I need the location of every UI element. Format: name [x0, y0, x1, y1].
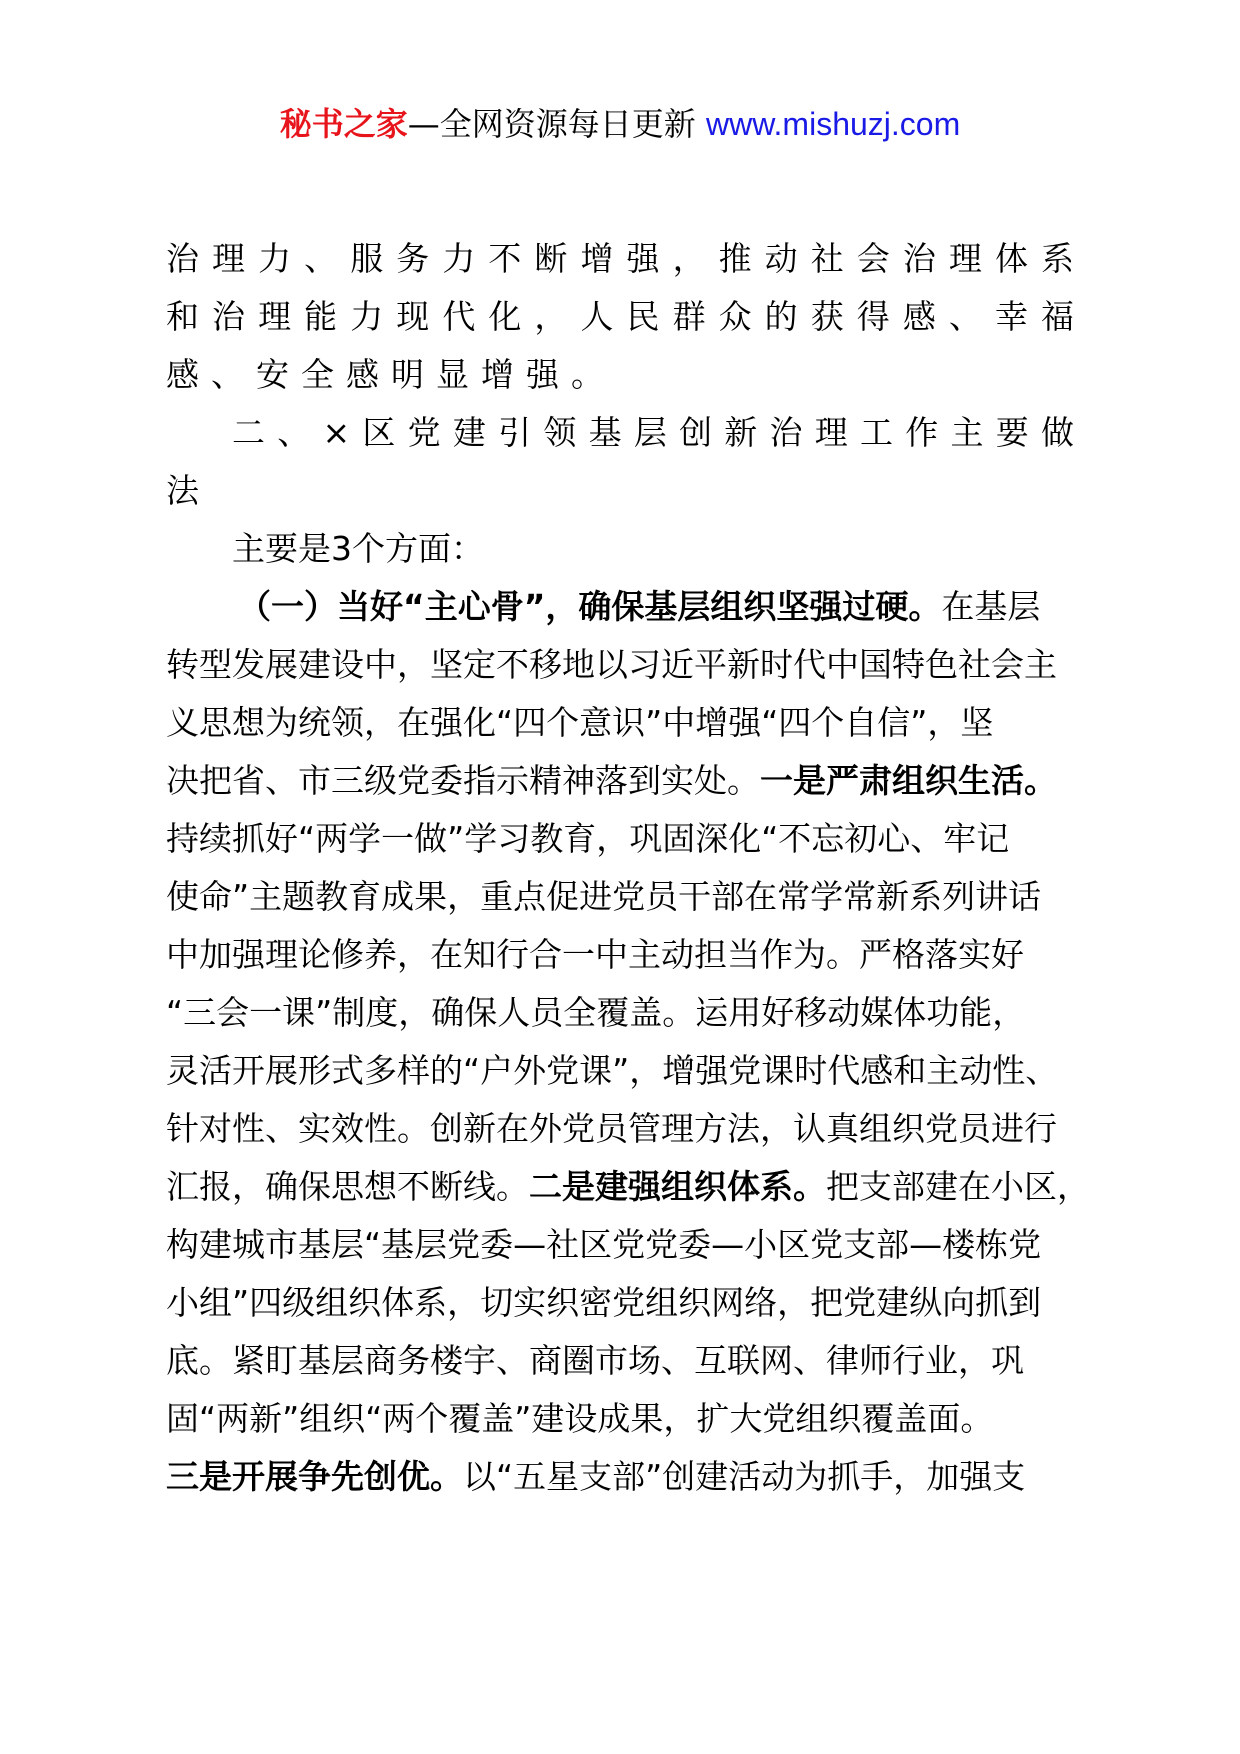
text-line	[166, 1448, 1086, 1506]
text-segment: 汇报，确保思想不断线。	[166, 1167, 529, 1206]
text-segment: 决把省、市三级党委指示精神落到实处。	[166, 761, 760, 800]
text-segment: 和治理能力现代化，人民群众的获得感、幸福	[166, 297, 1086, 336]
text-segment: 主要是3个方面：	[232, 529, 484, 568]
text-segment: 在基层	[941, 587, 1041, 626]
text-segment: 针对性、实效性。创新在外党员管理方法，认真组织党员进行	[166, 1109, 1057, 1148]
text-line	[166, 926, 1086, 984]
text-segment: 治理力、服务力不断增强，推动社会治理体系	[166, 239, 1086, 278]
text-line	[166, 1216, 1086, 1274]
text-segment: 二、×区党建引领基层创新治理工作主要做	[232, 413, 1086, 452]
text-line	[166, 984, 1086, 1042]
text-line	[166, 230, 1086, 288]
text-line	[166, 868, 1086, 926]
text-line	[166, 1158, 1090, 1216]
text-line	[166, 1332, 1086, 1390]
bold-heading: 二是建强组织体系。	[529, 1167, 826, 1206]
text-segment: 感、安全感明显增强。	[166, 355, 616, 394]
text-line	[166, 1274, 1086, 1332]
text-segment: 固“两新”组织“两个覆盖”建设成果，扩大党组织覆盖面。	[166, 1399, 994, 1438]
bold-heading: （一）当好“主心骨”，确保基层组织坚强过硬。	[238, 587, 942, 626]
text-line	[166, 462, 1086, 520]
text-segment: 底。紧盯基层商务楼宇、商圈市场、互联网、律师行业，巩	[166, 1341, 1024, 1380]
text-segment: 转型发展建设中，坚定不移地以习近平新时代中国特色社会主	[166, 645, 1057, 684]
text-segment: 灵活开展形式多样的“户外党课”，增强党课时代感和主动性、	[166, 1051, 1059, 1090]
text-segment: 中加强理论修养，在知行合一中主动担当作为。严格落实好	[166, 935, 1024, 974]
text-segment: 以“五星支部”创建活动为抓手，加强支	[463, 1457, 1026, 1496]
body-text	[166, 230, 1090, 1506]
text-segment: 构建城市基层“基层党委—社区党党委—小区党支部—楼栋党	[166, 1225, 1042, 1264]
header-tagline: —全网资源每日更新	[407, 105, 696, 143]
text-segment: 义思想为统领，在强化“四个意识”中增强“四个自信”，坚	[166, 703, 994, 742]
text-segment: “三会一课”制度，确保人员全覆盖。运用好移动媒体功能，	[166, 993, 1026, 1032]
bold-heading: 一是严肃组织生活。	[760, 761, 1057, 800]
text-line	[166, 752, 1086, 810]
text-line	[166, 346, 1086, 404]
text-line	[166, 1042, 1086, 1100]
text-line	[166, 1390, 1086, 1448]
text-line	[166, 288, 1086, 346]
text-line	[166, 520, 1086, 578]
text-line	[166, 1100, 1086, 1158]
page-header	[0, 104, 1240, 144]
text-segment: 把支部建在小区，	[826, 1167, 1090, 1206]
text-segment: 使命”主题教育成果，重点促进党员干部在常学常新系列讲话	[166, 877, 1042, 916]
bold-heading: 三是开展争先创优。	[166, 1457, 463, 1496]
brand-name: 秘书之家	[279, 105, 408, 143]
text-segment: 法	[166, 471, 199, 510]
text-line	[166, 694, 1086, 752]
site-url-link[interactable]: www.mishuzj.com	[705, 106, 961, 142]
text-line	[166, 810, 1086, 868]
subsection-heading	[166, 578, 1086, 636]
text-segment: 持续抓好“两学一做”学习教育，巩固深化“不忘初心、牢记	[166, 819, 1010, 858]
text-segment: 小组”四级组织体系，切实织密党组织网络，把党建纵向抓到	[166, 1283, 1042, 1322]
text-line	[166, 636, 1086, 694]
section-heading	[166, 404, 1086, 462]
